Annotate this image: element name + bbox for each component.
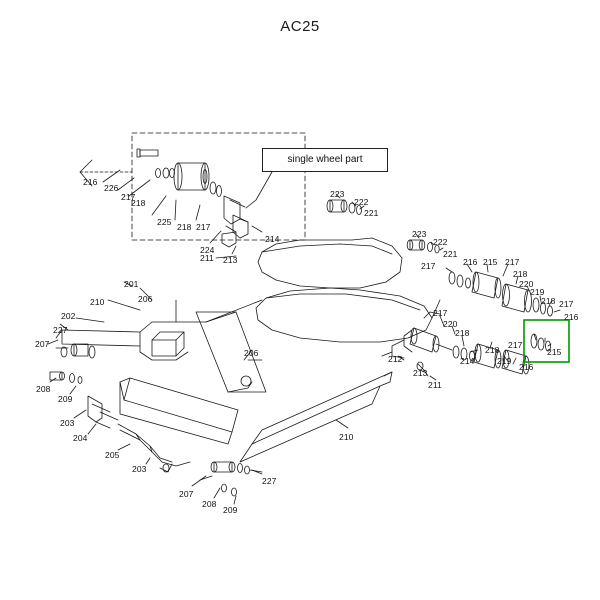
part-callout-207: 207 [35, 339, 50, 349]
part-callout-224: 224 [200, 245, 215, 255]
part-callout-210: 210 [339, 432, 354, 442]
part-callout-223: 223 [412, 229, 427, 239]
part-callout-223: 223 [330, 189, 345, 199]
part-callout-220: 220 [443, 319, 458, 329]
part-callout-205: 205 [105, 450, 120, 460]
single-wheel-part-note [262, 148, 388, 172]
part-callout-217: 217 [505, 257, 520, 267]
part-callout-215: 215 [547, 347, 562, 357]
part-callout-208: 208 [36, 384, 51, 394]
part-callout-213: 213 [223, 255, 238, 265]
part-callout-227: 227 [53, 325, 68, 335]
part-callout-215: 215 [483, 257, 498, 267]
single-wheel-part-note-label: single wheel part [287, 154, 363, 165]
part-callout-216: 216 [519, 362, 534, 372]
part-callout-218: 218 [131, 198, 146, 208]
part-callout-217: 217 [559, 299, 574, 309]
part-callout-214: 214 [460, 356, 475, 366]
part-callout-226: 226 [104, 183, 119, 193]
part-callout-210: 210 [90, 297, 105, 307]
part-callout-218: 218 [177, 222, 192, 232]
part-callout-221: 221 [364, 208, 379, 218]
part-callout-211: 211 [200, 253, 214, 263]
part-callout-218: 218 [485, 345, 500, 355]
part-callout-227: 227 [262, 476, 277, 486]
part-callout-209: 209 [58, 394, 73, 404]
part-callout-217: 217 [196, 222, 211, 232]
part-callout-209: 209 [223, 505, 238, 515]
part-callout-202: 202 [61, 311, 76, 321]
page-title: AC25 [280, 18, 320, 35]
part-callout-216: 216 [564, 312, 579, 322]
part-callout-212: 212 [388, 354, 403, 364]
part-callout-220: 220 [519, 279, 534, 289]
part-callout-207: 207 [179, 489, 194, 499]
part-callout-219: 219 [530, 287, 545, 297]
part-callout-219: 219 [497, 356, 512, 366]
part-callout-206: 206 [138, 294, 153, 304]
part-callout-204: 204 [73, 433, 88, 443]
part-callout-222: 222 [354, 197, 369, 207]
part-callout-218: 218 [513, 269, 528, 279]
part-callout-214: 214 [265, 234, 280, 244]
part-callout-206: 206 [244, 348, 259, 358]
part-callout-203: 203 [132, 464, 147, 474]
part-callout-221: 221 [443, 249, 458, 259]
part-callout-216: 216 [83, 177, 98, 187]
part-callout-201: 201 [124, 279, 139, 289]
part-callout-225: 225 [157, 217, 172, 227]
part-callout-218: 218 [541, 296, 556, 306]
part-callout-222: 222 [433, 237, 448, 247]
part-callout-208: 208 [202, 499, 217, 509]
part-callout-217: 217 [421, 261, 436, 271]
part-callout-217: 217 [433, 308, 448, 318]
part-callout-211: 211 [428, 380, 442, 390]
part-callout-217: 217 [121, 192, 136, 202]
part-callout-218: 218 [455, 328, 470, 338]
part-callout-203: 203 [60, 418, 75, 428]
part-callout-213: 213 [413, 368, 428, 378]
part-callout-217: 217 [508, 340, 523, 350]
part-callout-216: 216 [463, 257, 478, 267]
